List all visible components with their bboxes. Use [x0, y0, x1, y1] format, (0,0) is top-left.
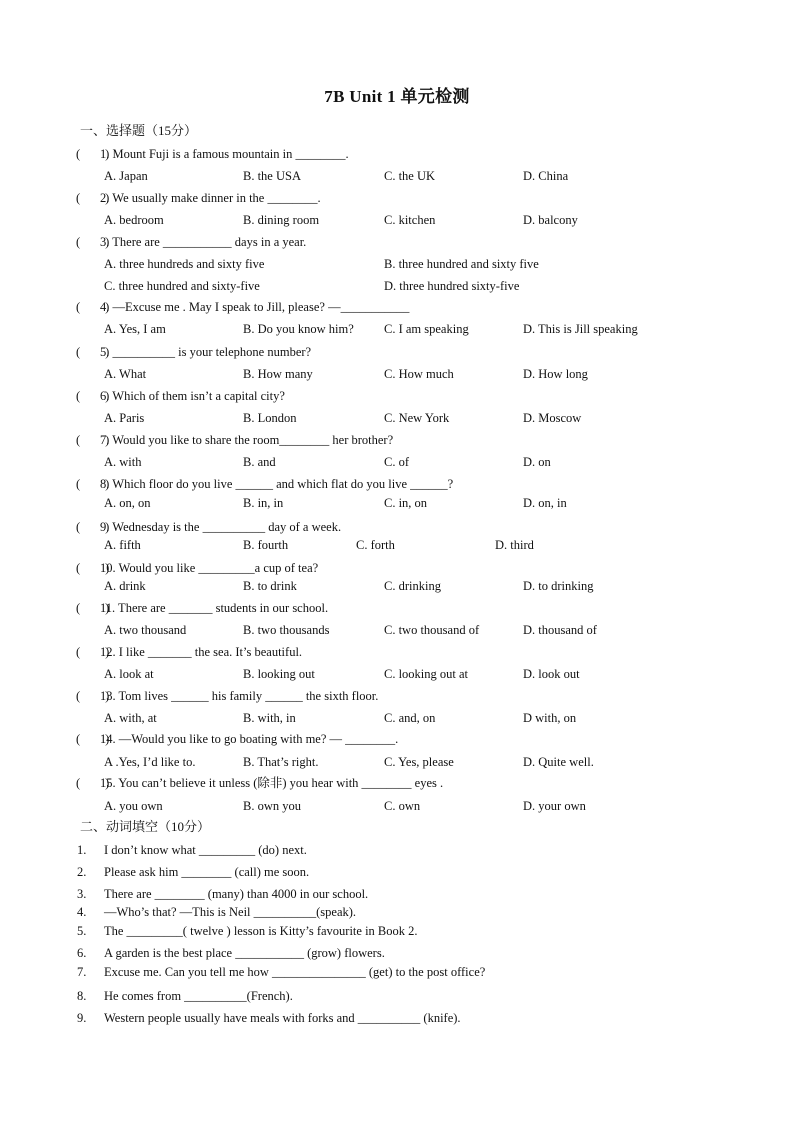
- answer-paren: ( ): [76, 147, 110, 161]
- answer-option: C. I am speaking: [384, 322, 469, 336]
- answer-option: A. three hundreds and sixty five: [104, 257, 265, 271]
- answer-paren: ( ): [76, 689, 110, 703]
- answer-option: D with, on: [523, 711, 577, 725]
- answer-option: B. looking out: [243, 667, 315, 681]
- answer-paren: ( ): [76, 433, 110, 447]
- verb-fill-sentence: —Who’s that? —This is Neil __________(speak).: [104, 905, 357, 919]
- verb-fill-sentence: A garden is the best place ___________ (grow) flowers.: [104, 946, 385, 960]
- item-number: 6.: [77, 946, 87, 960]
- answer-option: A. Yes, I am: [104, 322, 166, 336]
- question-text: 13. Tom lives ______ his family ______ the sixth floor.: [100, 689, 379, 703]
- answer-option: A. with, at: [104, 711, 157, 725]
- answer-option: D. How long: [523, 367, 588, 381]
- answer-option: D. look out: [523, 667, 580, 681]
- verb-fill-sentence: Excuse me. Can you tell me how _______________ (get) to the post office?: [104, 965, 486, 979]
- answer-option: B. the USA: [243, 169, 301, 183]
- answer-paren: ( ): [76, 645, 110, 659]
- answer-paren: ( ): [76, 732, 110, 746]
- answer-paren: ( ): [76, 235, 110, 249]
- page-title: 7B Unit 1 单元检测: [324, 87, 470, 106]
- answer-option: A. you own: [104, 799, 163, 813]
- answer-option: B. London: [243, 411, 297, 425]
- answer-option: D. on: [523, 455, 551, 469]
- verb-fill-sentence: He comes from __________(French).: [104, 989, 293, 1003]
- verb-fill-sentence: Please ask him ________ (call) me soon.: [104, 865, 310, 879]
- answer-option: A .Yes, I’d like to.: [104, 755, 196, 769]
- question-text: 7. Would you like to share the room________ her brother?: [100, 433, 394, 447]
- answer-paren: ( ): [76, 776, 110, 790]
- answer-option: C. drinking: [384, 579, 441, 593]
- answer-paren: ( ): [76, 191, 110, 205]
- answer-option: B. three hundred and sixty five: [384, 257, 539, 271]
- answer-option: D. thousand of: [523, 623, 597, 637]
- answer-option: D. three hundred sixty-five: [384, 279, 520, 293]
- question-text: 5. __________ is your telephone number?: [100, 345, 312, 359]
- answer-option: B. fourth: [243, 538, 289, 552]
- answer-option: A. with: [104, 455, 142, 469]
- verb-fill-sentence: The _________( twelve ) lesson is Kitty’s favourite in Book 2.: [104, 924, 418, 938]
- answer-option: C. own: [384, 799, 421, 813]
- answer-option: B. Do you know him?: [243, 322, 354, 336]
- question-text: 15. You can’t believe it unless (除非) you hear with ________ eyes .: [100, 776, 444, 790]
- answer-option: B. That’s right.: [243, 755, 319, 769]
- answer-paren: ( ): [76, 477, 110, 491]
- answer-option: D. This is Jill speaking: [523, 322, 638, 336]
- answer-option: A. fifth: [104, 538, 141, 552]
- answer-option: A. What: [104, 367, 147, 381]
- answer-option: C. Yes, please: [384, 755, 454, 769]
- answer-option: C. the UK: [384, 169, 436, 183]
- answer-option: D. China: [523, 169, 569, 183]
- answer-option: D. third: [495, 538, 534, 552]
- answer-paren: ( ): [76, 601, 110, 615]
- answer-paren: ( ): [76, 561, 110, 575]
- answer-option: D. balcony: [523, 213, 578, 227]
- answer-option: B. dining room: [243, 213, 320, 227]
- answer-option: A. on, on: [104, 496, 151, 510]
- answer-paren: ( ): [76, 300, 110, 314]
- section-heading-verb-fill: 二、动词填空（10分）: [80, 819, 211, 834]
- question-text: 4. —Excuse me . May I speak to Jill, please? —___________: [100, 300, 410, 314]
- answer-option: C. kitchen: [384, 213, 436, 227]
- answer-option: C. in, on: [384, 496, 428, 510]
- question-text: 14. —Would you like to go boating with me? — ________.: [100, 732, 399, 746]
- answer-option: C. New York: [384, 411, 450, 425]
- item-number: 7.: [77, 965, 87, 979]
- question-text: 11. There are _______ students in our school.: [100, 601, 329, 615]
- answer-option: A. look at: [104, 667, 154, 681]
- answer-option: B. How many: [243, 367, 313, 381]
- item-number: 5.: [77, 924, 87, 938]
- item-number: 2.: [77, 865, 87, 879]
- question-text: 2. We usually make dinner in the ________.: [100, 191, 321, 205]
- answer-option: C. three hundred and sixty-five: [104, 279, 260, 293]
- answer-option: C. looking out at: [384, 667, 469, 681]
- question-text: 10. Would you like _________a cup of tea?: [100, 561, 319, 575]
- verb-fill-sentence: Western people usually have meals with forks and __________ (knife).: [104, 1011, 461, 1025]
- answer-paren: ( ): [76, 345, 110, 359]
- answer-option: A. two thousand: [104, 623, 187, 637]
- answer-option: C. forth: [356, 538, 395, 552]
- answer-paren: ( ): [76, 389, 110, 403]
- item-number: 3.: [77, 887, 87, 901]
- answer-option: A. Japan: [104, 169, 148, 183]
- answer-option: B. to drink: [243, 579, 297, 593]
- item-number: 1.: [77, 843, 87, 857]
- answer-option: C. How much: [384, 367, 454, 381]
- answer-option: B. two thousands: [243, 623, 330, 637]
- item-number: 4.: [77, 905, 87, 919]
- item-number: 8.: [77, 989, 87, 1003]
- answer-option: B. own you: [243, 799, 301, 813]
- answer-option: A. Paris: [104, 411, 145, 425]
- answer-option: C. and, on: [384, 711, 436, 725]
- answer-option: B. with, in: [243, 711, 296, 725]
- answer-option: B. in, in: [243, 496, 284, 510]
- answer-option: C. of: [384, 455, 409, 469]
- verb-fill-sentence: There are ________ (many) than 4000 in our school.: [104, 887, 369, 901]
- answer-option: A. bedroom: [104, 213, 164, 227]
- question-text: 1. Mount Fuji is a famous mountain in ________.: [100, 147, 349, 161]
- answer-option: A. drink: [104, 579, 146, 593]
- answer-option: D. on, in: [523, 496, 567, 510]
- answer-option: D. Quite well.: [523, 755, 594, 769]
- question-text: 9. Wednesday is the __________ day of a week.: [100, 520, 342, 534]
- item-number: 9.: [77, 1011, 87, 1025]
- answer-option: C. two thousand of: [384, 623, 480, 637]
- question-text: 6. Which of them isn’t a capital city?: [100, 389, 285, 403]
- section-heading-choice: 一、选择题（15分）: [80, 123, 198, 138]
- answer-option: D. to drinking: [523, 579, 594, 593]
- answer-paren: ( ): [76, 520, 110, 534]
- question-text: 3. There are ___________ days in a year.: [100, 235, 307, 249]
- answer-option: D. Moscow: [523, 411, 582, 425]
- answer-option: D. your own: [523, 799, 586, 813]
- question-text: 8. Which floor do you live ______ and which flat do you live ______?: [100, 477, 454, 491]
- answer-option: B. and: [243, 455, 276, 469]
- question-text: 12. I like _______ the sea. It’s beautiful.: [100, 645, 303, 659]
- verb-fill-sentence: I don’t know what _________ (do) next.: [104, 843, 307, 857]
